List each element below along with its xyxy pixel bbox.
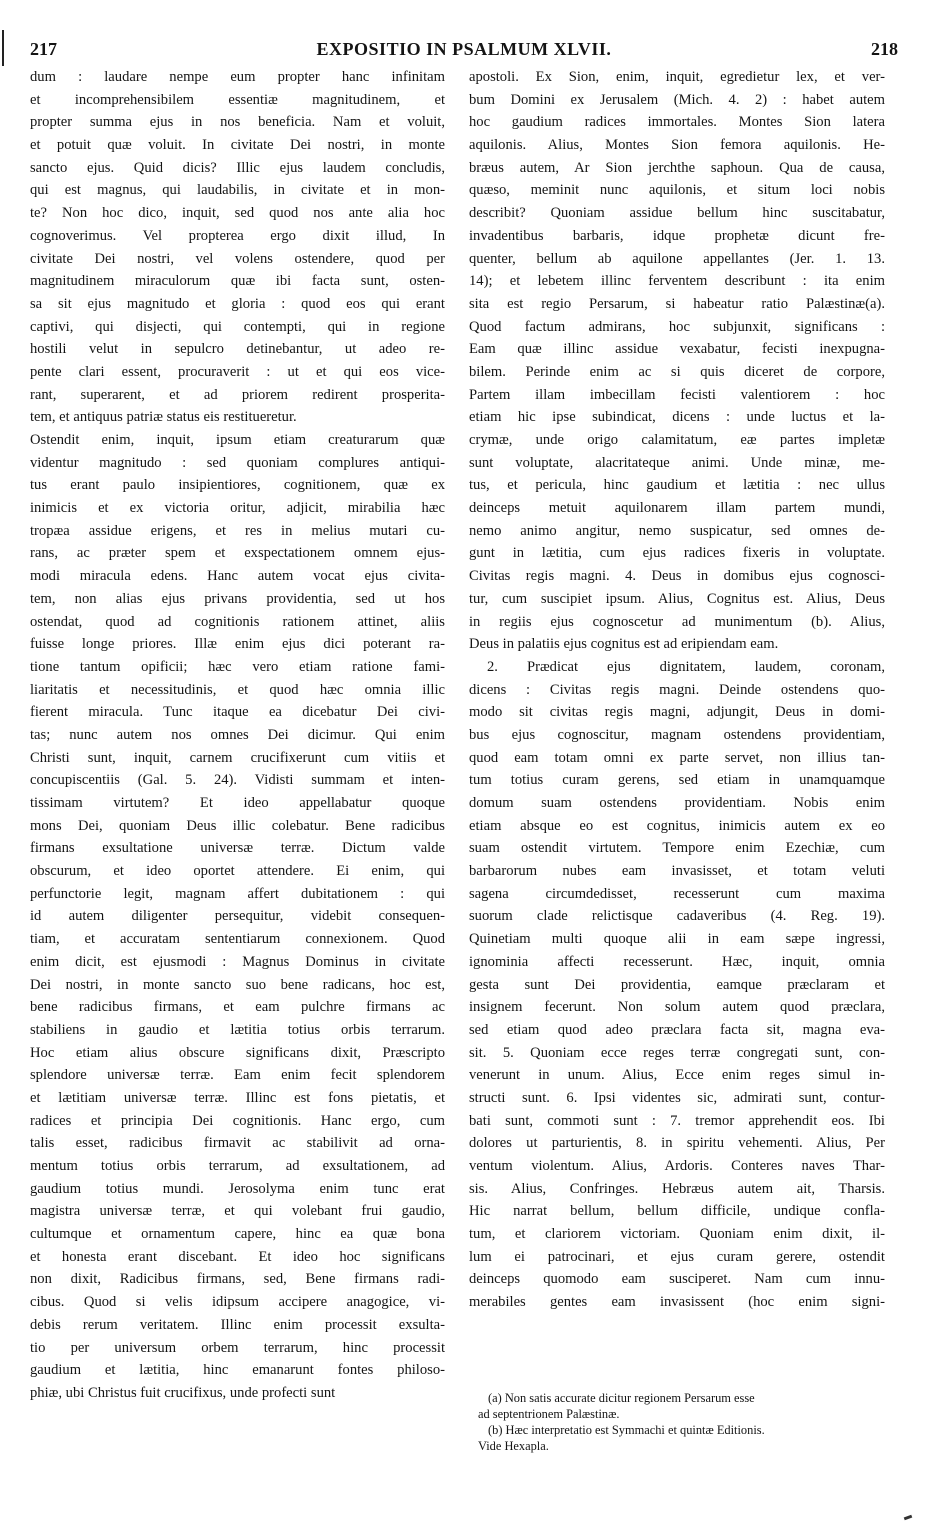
text-line: quæso, meminit nunc aquilonis, et situm loci nobis bbox=[469, 182, 885, 199]
text-line: talis esset, radicibus firmavit ac stabilivit ad orna- bbox=[30, 1135, 445, 1152]
text-line: Quod factum admirans, hoc subjunxit, significans : bbox=[469, 318, 885, 335]
text-line: Christi sunt, inquit, carnem crucifixerunt cum vitiis et bbox=[30, 749, 445, 766]
text-line: gesta sunt Dei providentia, eamque præclaram et bbox=[469, 976, 885, 993]
text-line: Dei nostri, in monte sancto suo bene radicans, hoc est, bbox=[30, 976, 445, 993]
footnote-line: ad septentrionem Palæstinæ. bbox=[478, 1407, 620, 1421]
text-line: crymæ, unde origo calamitatum, eæ partes impletæ bbox=[469, 432, 885, 448]
running-title: EXPOSITIO IN PSALMUM XLVII. bbox=[316, 39, 612, 59]
text-line: 14); et lebetem illinc ferventem describunt : ita enim bbox=[469, 273, 885, 290]
footnote-line: (b) Hæc interpretatio est Symmachi et quintæ Editionis. bbox=[488, 1423, 765, 1437]
text-line: etiam hic ipse subindicat, dicens : unde luctus et la- bbox=[469, 409, 885, 426]
text-line: sa sit ejus magnitudo et gloria : quod eos qui erant bbox=[30, 295, 445, 312]
text-line: et potuit quæ voluit. In civitate Dei nostri, in monte bbox=[30, 137, 445, 154]
text-line: tus erant paulo insipientiores, cognitionem, quæ ex bbox=[30, 477, 445, 494]
text-line: Deus in palatiis ejus cognitus est ad eripiendam eam. bbox=[469, 636, 779, 653]
right-column bbox=[469, 66, 885, 1314]
text-line: suorum clade relictisque cadaveribus (4. Reg. 19). bbox=[469, 908, 885, 925]
page-header bbox=[30, 36, 898, 62]
text-line: sita est regio Persarum, si habeatur ratio Palæstinæ(a). bbox=[469, 295, 885, 312]
text-line: domum suam ostendens providentiam. Nobis enim bbox=[469, 795, 885, 811]
text-line: mentum totius orbis terrarum, ad exsultationem, ad bbox=[30, 1158, 445, 1174]
text-line: captivi, qui disjecti, qui contempti, qui in regione bbox=[30, 318, 445, 335]
text-line: non dixit, Radicibus firmans, sed, Bene firmans radi- bbox=[30, 1271, 445, 1288]
text-line: modi miracula edens. Hanc autem vocat ejus civita- bbox=[30, 568, 445, 585]
text-line: rant, superarent, et ad priorem redirent prosperita- bbox=[30, 386, 445, 403]
text-line: cibus. Quod si velis idipsum accipere anagogice, vi- bbox=[30, 1294, 445, 1311]
text-line: cultumque et ornamentum capere, hinc ea quæ bona bbox=[30, 1226, 445, 1243]
text-line: ignominia affecti recesserunt. Hæc, inquit, omnia bbox=[469, 953, 885, 970]
text-line: fuisse longe priores. Illæ enim ejus dici poterant ra- bbox=[30, 636, 445, 653]
text-line: et lætitiam universæ terræ. Illinc est fons pietatis, et bbox=[30, 1089, 445, 1106]
text-line: tem, et antiquus patriæ status eis restitueretur. bbox=[30, 409, 297, 426]
margin-rule bbox=[2, 30, 4, 66]
text-line: gaudium et lætitia, hinc emanarunt fontes philoso- bbox=[30, 1362, 445, 1379]
text-line: nemo animo angitur, nemo suspicatur, sed omnes de- bbox=[469, 522, 885, 539]
text-line: structi sunt. 6. Ipsi videntes sic, admirati sunt, contur- bbox=[469, 1089, 885, 1106]
text-line: Quinetiam multi quoque alii in eam sæpe ingressi, bbox=[469, 931, 885, 948]
text-line: tum, et clariorem victoriam. Quoniam enim dixit, il- bbox=[469, 1226, 885, 1243]
text-line: perfunctorie legit, magnam affert dubitationem : qui bbox=[30, 885, 445, 902]
text-line: invadentibus barbaris, idque prophetæ dicunt fre- bbox=[469, 227, 885, 244]
corner-mark bbox=[904, 1515, 913, 1521]
text-line: tiam, et accuratam sententiarum connexionem. Quod bbox=[30, 931, 445, 948]
page-number-left: 217 bbox=[30, 39, 57, 59]
text-line: venerunt in unum. Alius, Ecce enim reges simul in- bbox=[469, 1067, 885, 1084]
text-line: mons Dei, quoniam Deus illic colebatur. Bene radicibus bbox=[30, 817, 445, 834]
text-line: qui est magnus, qui laudabilis, in civitate et in mon- bbox=[30, 182, 445, 199]
text-line: id autem diligenter persequitur, videbit consequen- bbox=[30, 908, 445, 925]
text-line: 2. Prædicat ejus dignitatem, laudem, coronam, bbox=[487, 658, 885, 675]
text-line: Eam quæ illinc assidue vexabatur, fecisti inexpugna- bbox=[469, 341, 885, 358]
text-line: quenter, bellum ab aquilone appellantes (Jer. 1. 13. bbox=[469, 250, 885, 267]
text-line: aquilonis. Alius, Montes Sion femora aquilonis. He- bbox=[469, 137, 885, 154]
text-line: sis. Alius, Confringes. Hebræus autem ait, Tharsis. bbox=[469, 1180, 885, 1197]
text-line: cognoverimus. Vel propterea ergo dixit illud, In bbox=[30, 227, 445, 244]
text-line: Partem illam imbecillam fecisti valentiorem : hoc bbox=[469, 386, 885, 403]
text-line: bum Domini ex Jerusalem (Mich. 4. 2) : habet autem bbox=[469, 91, 885, 108]
text-line: tio per universum orbem terrarum, hinc processit bbox=[30, 1339, 445, 1356]
text-line: splendore universæ terræ. Eam enim fecit splendorem bbox=[30, 1067, 445, 1084]
text-line: bus ejus cognoscitur, magnam ostendens providentiam, bbox=[469, 726, 885, 743]
text-line: bræus autem, Ar Sion jerchthe saphoun. Qua de causa, bbox=[469, 159, 885, 176]
text-line: dolores ut parturientis, 8. in spiritu vehementi. Alius, Per bbox=[469, 1135, 885, 1152]
text-line: deinceps quomodo eam susciperet. Nam cum innu- bbox=[469, 1271, 885, 1288]
text-line: liaritatis et necessitudinis, et quod hæc omnia illic bbox=[30, 681, 445, 698]
text-line: enim dicit, est ejusmodi : Magnus Dominus in civitate bbox=[30, 953, 445, 970]
text-line: Hic narrat bellum, bellum difficile, undique confla- bbox=[469, 1203, 885, 1220]
text-line: modo sit civitas regis magni, adjungit, Deus in domi- bbox=[469, 704, 885, 721]
text-line: quod eam totam omni ex parte servet, non illius tan- bbox=[469, 749, 885, 766]
text-line: in regiis ejus cognoscetur ad munimentum (b). Alius, bbox=[469, 613, 885, 630]
text-line: ostendat, quod ad cognitionis rationem attinet, aliis bbox=[30, 613, 445, 630]
text-line: propter summa ejus in nos beneficia. Nam et voluit, bbox=[30, 114, 445, 131]
text-line: gaudium totius mundi. Jerosolyma enim tunc erat bbox=[30, 1180, 445, 1197]
text-line: fierent miracula. Tunc itaque ea dicebatur Dei civi- bbox=[30, 704, 445, 721]
text-line: tissimam virtutem? Et ideo appellabatur quoque bbox=[30, 795, 445, 811]
text-line: Ostendit enim, inquit, ipsum etiam creaturarum quæ bbox=[30, 432, 445, 448]
text-line: apostoli. Ex Sion, enim, inquit, egredietur lex, et ver- bbox=[469, 69, 885, 85]
text-line: tem, non alias ejus privans providentia, sed ut hos bbox=[30, 590, 445, 607]
text-line: sunt voluptate, alacritateque animi. Unde minæ, me- bbox=[469, 454, 885, 471]
text-line: inimicis et ex victoria oritur, adjicit, mirabilia hæc bbox=[30, 500, 445, 517]
text-line: merabiles gentes eam invasissent (hoc enim signi- bbox=[469, 1294, 885, 1311]
text-line: magistra universæ terræ, et qui volebant frui gaudio, bbox=[30, 1203, 445, 1220]
text-line: hoc gaudium radices immortales. Montes Sion latera bbox=[469, 114, 885, 131]
text-line: bati sunt, commoti sunt : 7. tremor apprehendit eos. Ibi bbox=[469, 1112, 885, 1129]
text-line: bilem. Perinde enim ac si quis diceret de corpore, bbox=[469, 363, 885, 380]
text-line: barbarorum nubes eam invasisset, et totam veluti bbox=[469, 863, 885, 880]
text-line: ventum violentum. Alius, Ardoris. Conteres naves Thar- bbox=[469, 1158, 885, 1174]
text-line: dicens : Civitas regis magni. Deinde ostendens quo- bbox=[469, 681, 885, 698]
text-line: describit? Quoniam assidue bellum hinc suscitabatur, bbox=[469, 205, 885, 222]
text-line: tur, cum suscipiet ipsum. Alius, Cognitus est. Alius, Deus bbox=[469, 590, 885, 607]
left-column bbox=[30, 66, 445, 1405]
text-line: tropæa assidue erigens, et res in melius mutari cu- bbox=[30, 522, 445, 539]
text-line: et incomprehensibilem essentiæ magnitudinem, et bbox=[30, 91, 445, 108]
text-line: et honesta erant discebant. Et ideo hoc significans bbox=[30, 1248, 445, 1265]
footnote-line: (a) Non satis accurate dicitur regionem Persarum esse bbox=[488, 1391, 755, 1405]
text-line: stabiliens in gaudio et lætitia totius orbis terrarum. bbox=[30, 1021, 445, 1038]
page-number-right: 218 bbox=[871, 39, 898, 59]
text-line: sagena circumdedisset, recesserunt cum maxima bbox=[469, 885, 885, 902]
text-line: gunt in lætitia, cum ejus radices fixeris in voluptate. bbox=[469, 545, 885, 562]
text-line: pente clari essent, procuraverit : ut et qui eos vice- bbox=[30, 363, 445, 380]
footnote-line: Vide Hexapla. bbox=[478, 1439, 549, 1453]
text-line: bene radicibus firmans, et eam pulchre firmans ac bbox=[30, 999, 445, 1016]
text-line: tum totius curam gerens, sed etiam in unamquamque bbox=[469, 772, 885, 789]
footnotes bbox=[478, 1390, 888, 1454]
text-line: deinceps metuit aquilonarem illam partem mundi, bbox=[469, 500, 885, 517]
text-line: radices et principia Dei cognitionis. Hanc ergo, cum bbox=[30, 1112, 445, 1129]
text-line: phiæ, ubi Christus fuit crucifixus, unde profecti sunt bbox=[30, 1384, 336, 1401]
text-line: suam ostendit virtutem. Tempore enim Ezechiæ, cum bbox=[469, 840, 885, 857]
text-line: obscurum, et ideo oportet attendere. Ei enim, qui bbox=[30, 863, 445, 880]
text-line: tus, et pericula, hinc gaudium et lætitia : nec ullus bbox=[469, 477, 885, 494]
text-line: civitate Dei nostri, vel volens ostendere, quod per bbox=[30, 250, 445, 267]
text-line: debis rerum veritatem. Illinc enim processit exsulta- bbox=[30, 1316, 445, 1333]
text-line: etiam absque eo est cognitus, inimicis autem ex eo bbox=[469, 817, 885, 834]
text-line: sed etiam quod adeo præclara facta sit, magna eva- bbox=[469, 1021, 885, 1038]
text-line: tione tantum opificii; hæc vero etiam ratione fami- bbox=[30, 658, 445, 675]
text-line: rans, ac præter spem et exspectationem omnem ejus- bbox=[30, 545, 445, 562]
text-line: te? Non hoc dico, inquit, sed quod nos ante alia hoc bbox=[30, 205, 445, 222]
text-line: Civitas regis magni. 4. Deus in domibus ejus cognosci- bbox=[469, 568, 885, 585]
text-line: tas; nunc autem nos omnes Dei dicimur. Qui enim bbox=[30, 726, 445, 743]
text-line: insignem fecerunt. Non solum autem quod præclara, bbox=[469, 999, 885, 1016]
text-line: sancto ejus. Quid dicis? Illic ejus laudem concludis, bbox=[30, 159, 445, 176]
text-line: dum : laudare nempe eum propter hanc infinitam bbox=[30, 69, 445, 85]
text-line: magnitudinem miraculorum quæ ibi facta sunt, osten- bbox=[30, 273, 445, 290]
text-line: Hoc etiam alius obscure significans dixit, Præscripto bbox=[30, 1044, 445, 1061]
text-line: concupiscentiis (Gal. 5. 24). Vidisti summam et inten- bbox=[30, 772, 445, 789]
text-line: lum ei patrocinari, et ejus curam gerere, ostendit bbox=[469, 1248, 885, 1265]
text-line: firmans exsultatione universæ terræ. Dictum valde bbox=[30, 840, 445, 857]
text-line: videntur magnitudo : sed quoniam complures antiqui- bbox=[30, 454, 445, 471]
text-line: hostili velut in sepulcro detinebantur, ut adeo re- bbox=[30, 341, 445, 358]
text-line: sit. 5. Quoniam ecce reges terræ congregati sunt, con- bbox=[469, 1044, 885, 1061]
